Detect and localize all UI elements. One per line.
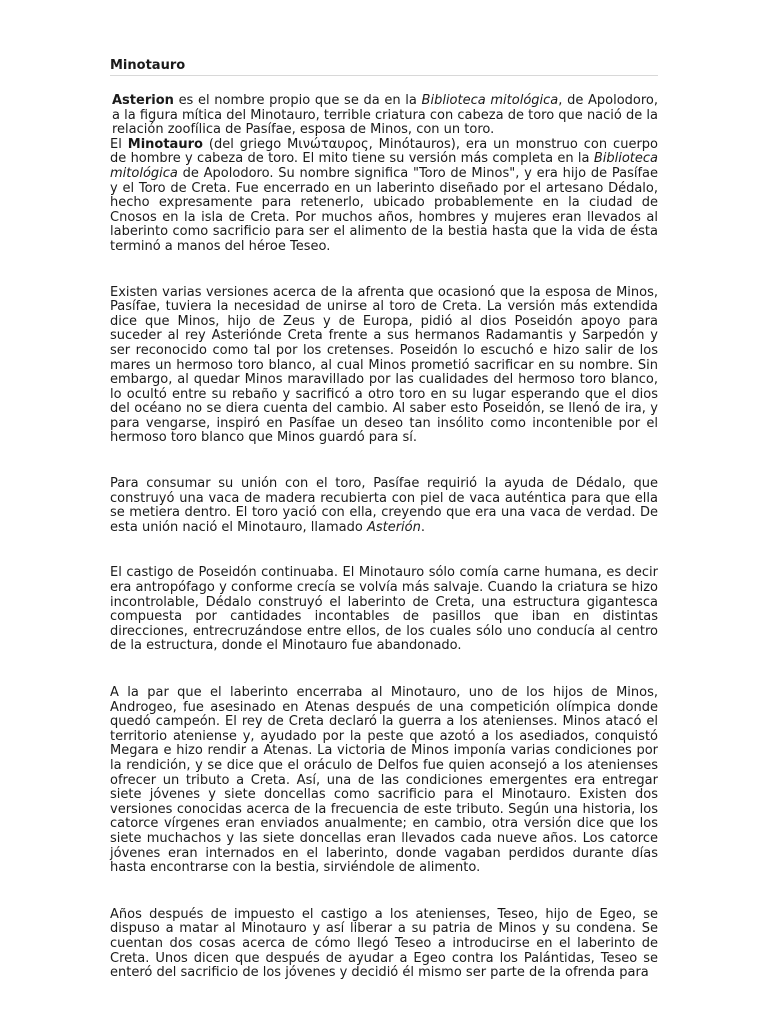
text-segment: El castigo de Poseidón continuaba. El Minotauro sólo comía carne humana, es decir era antropófago y conforme crecía se volvía más salvaje. Cuando la criatura se hizo incontrolable, Dédalo construyó el laberinto de Creta, una estructura gigantesca compuesta por cantidades incontables de pasillos que iban en distintas direcciones, entrecruzándose entre ellos, de los cuales sólo uno conducía al centro de la estructura, donde el Minotauro fue abandonado.	[110, 565, 658, 654]
text-segment: Asterión	[366, 519, 421, 535]
paragraph-minotauro	[110, 138, 658, 255]
paragraph-asterion	[110, 94, 658, 138]
text-segment: , de Apolodoro, a la figura mítica del Minotauro, terrible criatura con cabeza de toro que nació de la relación zoofílica de Pasífae, esposa de Minos, con un toro.	[112, 93, 659, 138]
text-segment: Minotauro	[127, 136, 203, 152]
text-segment: Para consumar su unión con el toro, Pasífae requirió la ayuda de Dédalo, que construyó una vaca de madera recubierta con piel de vaca auténtica para que ella se metiera dentro. El toro yació con ella, creyendo que era una vaca de verdad. De esta unión nació el Minotauro, llamado	[110, 476, 658, 535]
text-segment: Años después de impuesto el castigo a los atenienses, Teseo, hijo de Egeo, se dispuso a matar al Minotauro y así liberar a su patria de Minos y su condena. Se cuentan dos cosas acerca de cómo llegó Teseo a introducirse en el laberinto de Creta. Unos dicen que después de ayudar a Egeo contra los Palántidas, Teseo se enteró del sacrificio de los jóvenes y decidió él mismo ser parte de la ofrenda para	[110, 906, 658, 981]
text-segment: de Apolodoro. Su nombre significa "Toro de Minos", y era hijo de Pasífae y el Toro de Creta. Fue encerrado en un laberinto diseñado por el artesano Dédalo, hecho expresamente para retenerlo, ubicado probablemente en la ciudad de Cnosos en la isla de Creta. Por muchos años, hombres y mujeres eran llevados al laberinto como sacrificio para ser el alimento de la bestia hasta que la vida de ésta terminó a manos del héroe Teseo.	[110, 165, 658, 254]
text-segment: Biblioteca mitológica	[421, 93, 559, 108]
paragraph-teseo	[110, 908, 658, 981]
paragraph-androgeo	[110, 686, 658, 876]
page-title: Minotauro	[110, 58, 658, 76]
text-segment: Asterion	[112, 93, 174, 108]
text-segment: (del griego Μινώταυρος, Minótauros), era un monstruo con cuerpo de hombre y cabeza de toro. El mito tiene su versión más completa en la	[110, 136, 658, 167]
document-page	[110, 58, 658, 981]
text-segment: es el nombre propio que se da en la	[173, 93, 422, 108]
text-segment: Existen varias versiones acerca de la afrenta que ocasionó que la esposa de Minos, Pasífae, tuviera la necesidad de unirse al toro de Creta. La versión más extendida dice que Minos, hijo de Zeus y de Europa, pidió al dios Poseidón apoyo para suceder al rey Asteriónde Creta frente a sus hermanos Radamantis y Sarpedón y ser reconocido como tal por los cretenses. Poseidón lo escuchó e hizo salir de los mares un hermoso toro blanco, al cual Minos prometió sacrificar en su nombre. Sin embargo, al quedar Minos maravillado por las cualidades del hermoso toro blanco, lo ocultó entre su rebaño y sacrificó a otro toro en su lugar esperando que el dios del océano no se diera cuenta del cambio. Al saber esto Poseidón, se llenó de ira, y para vengarse, inspiró en Pasífae un deseo tan insólito como incontenible por el hermoso toro blanco que Minos guardó para sí.	[110, 284, 658, 446]
paragraph-castigo	[110, 566, 658, 654]
text-segment: .	[420, 519, 425, 535]
paragraph-afrenta	[110, 286, 658, 447]
paragraph-union	[110, 477, 658, 535]
document-body	[110, 94, 658, 981]
text-segment: A la par que el laberinto encerraba al Minotauro, uno de los hijos de Minos, Androgeo, fue asesinado en Atenas después de una competición olímpica donde quedó campeón. El rey de Creta declaró la guerra a los atenienses. Minos atacó el territorio ateniense y, ayudado por la peste que azotó a los asediados, conquistó Megara e hizo rendir a Atenas. La victoria de Minos imponía varias condiciones por la rendición, y se dice que el oráculo de Delfos fue quien aconsejó a los atenienses ofrecer un tributo a Creta. Así, una de las condiciones emergentes era entregar siete jóvenes y siete doncellas como sacrificio para el Minotauro. Existen dos versiones conocidas acerca de la frecuencia de este tributo. Según una historia, los catorce vírgenes eran enviados anualmente; en cambio, otra versión dice que los siete muchachos y las siete doncellas eran llevados cada nueve años. Los catorce jóvenes eran internados en el laberinto, donde vagaban perdidos durante días hasta encontrarse con la bestia, sirviéndole de alimento.	[110, 685, 658, 876]
text-segment: El	[110, 136, 128, 152]
text-segment: Biblioteca mitológica	[110, 151, 658, 181]
